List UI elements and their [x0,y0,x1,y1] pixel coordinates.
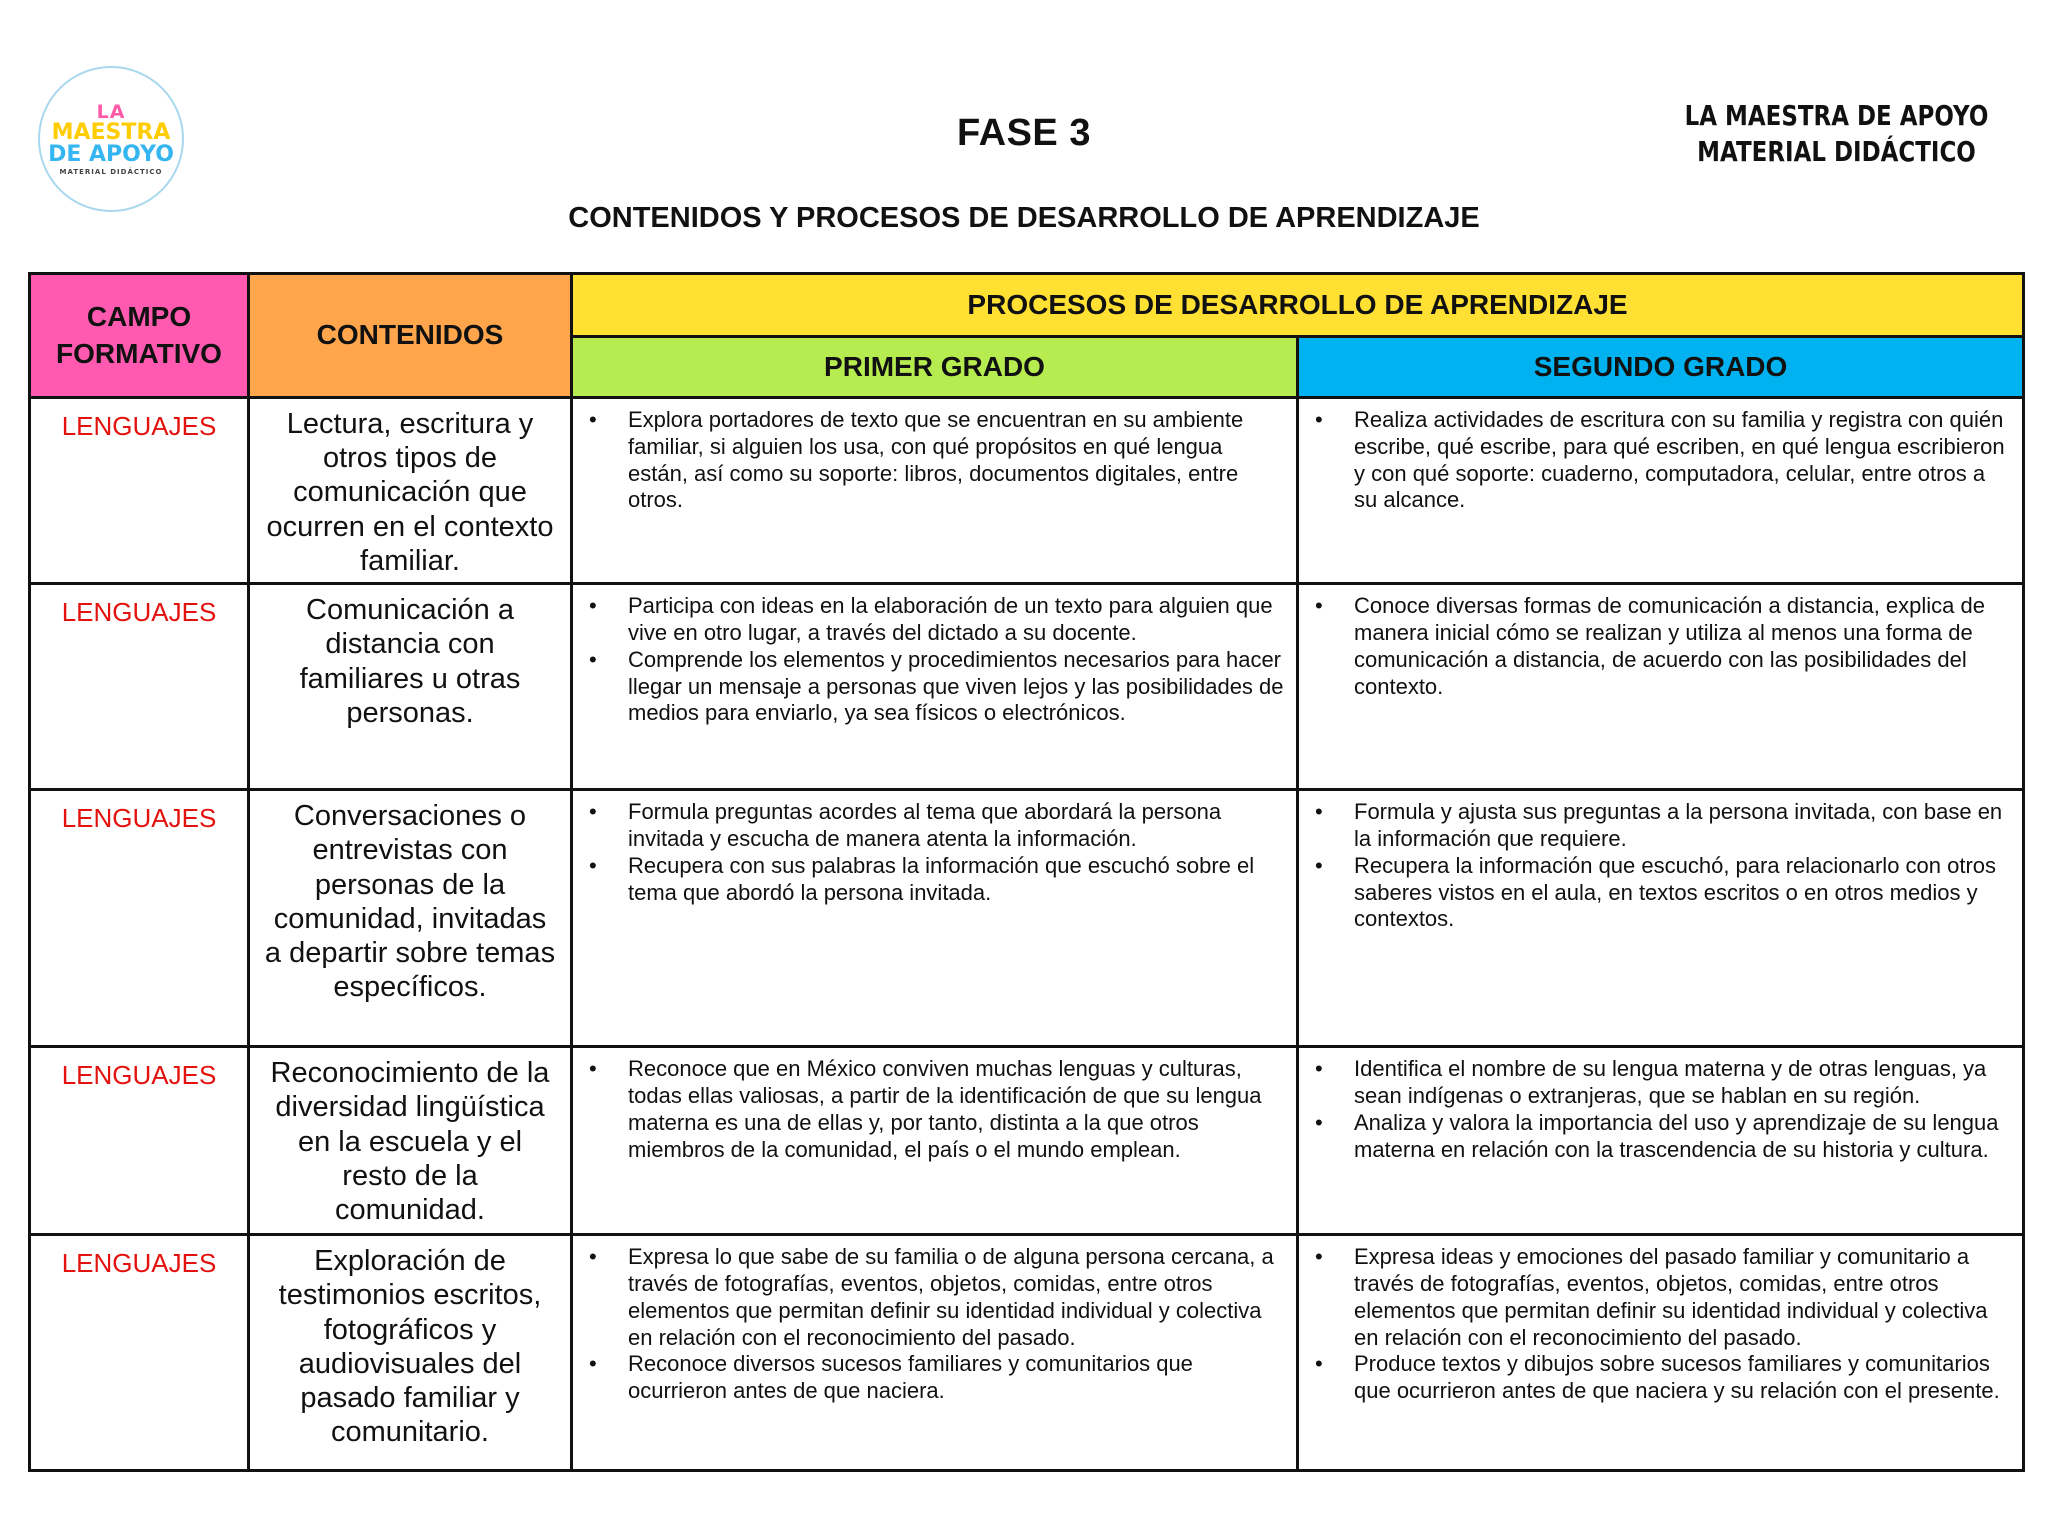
bullet-list [1309,1056,2010,1163]
list-item: • Formula y ajusta sus preguntas a la persona invitada, con base en la información que requiere. [1309,799,2010,853]
bullet-list [1309,799,2010,933]
bullet-list [1309,1244,2010,1405]
bullet-list [583,799,1284,906]
header-campo-line-2: FORMATIVO [56,337,222,369]
brand-line-1: LA MAESTRA DE APOYO [1684,99,1988,132]
list-item: • Expresa ideas y emociones del pasado familiar y comunitario a través de fotografías, eventos, objetos, comidas, entre otros elementos que permitan definir su identidad individual y colectiva en relación con el reconocimiento del pasado. [1309,1244,2010,1351]
bullet-list [1309,407,2010,514]
segundo-grado-cell [1298,790,2024,1047]
header-segundo-grado: SEGUNDO GRADO [1298,337,2024,398]
table-row [30,398,2024,584]
list-item: • Reconoce diversos sucesos familiares y comunitarios que ocurrieron antes de que naciera. [583,1351,1284,1405]
list-item: • Analiza y valora la importancia del uso y aprendizaje de su lengua materna en relación con la trascendencia de su historia y cultura. [1309,1110,2010,1164]
list-item: • Recupera la información que escuchó, para relacionarlo con otros saberes vistos en el aula, en textos escritos o en otros medios y contextos. [1309,853,2010,933]
header-campo-line-1: CAMPO [86,301,192,333]
header-contenidos-label: CONTENIDOS [316,319,504,351]
list-item: • Comprende los elementos y procedimientos necesarios para hacer llegar un mensaje a personas que viven lejos y las posibilidades de medios para enviarlo, ya sea físicos o electrónicos. [583,647,1284,727]
contenido-cell: Reconocimiento de la diversidad lingüística en la escuela y el resto de la comunidad. [249,1047,572,1235]
page-subtitle: CONTENIDOS Y PROCESOS DE DESARROLLO DE APRENDIZAJE [568,202,1480,234]
list-item: • Identifica el nombre de su lengua materna y de otras lenguas, ya sean indígenas o extranjeras, que se hablan en su región. [1309,1056,2010,1110]
segundo-grado-cell [1298,398,2024,584]
table-row [30,1047,2024,1235]
bullet-list [1309,593,2010,700]
campo-formativo-cell: LENGUAJES [30,1235,249,1471]
table-row [30,584,2024,790]
list-item: • Explora portadores de texto que se encuentran en su ambiente familiar, si alguien los usa, con qué propósitos en qué lengua están, así como su soporte: libros, documentos digitales, entre otros. [583,407,1284,514]
list-item: • Participa con ideas en la elaboración de un texto para alguien que vive en otro lugar, a través del dictado a su docente. [583,593,1284,647]
primer-grado-cell [572,1235,1298,1471]
contenido-cell: Conversaciones o entrevistas con personas de la comunidad, invitadas a departir sobre temas específicos. [249,790,572,1047]
header-contenidos [249,274,572,398]
primer-grado-cell [572,790,1298,1047]
segundo-grado-cell [1298,1235,2024,1471]
logo-line-1: LA [96,100,126,123]
table-row [30,1235,2024,1471]
header-procesos: PROCESOS DE DESARROLLO DE APRENDIZAJE [572,274,2024,337]
logo-line-2: MAESTRA [51,119,171,145]
bullet-list [583,407,1284,514]
segundo-grado-cell [1298,584,2024,790]
brand-line-2: MATERIAL DIDÁCTICO [1696,135,1976,169]
campo-formativo-cell: LENGUAJES [30,584,249,790]
list-item: • Produce textos y dibujos sobre sucesos familiares y comunitarios que ocurrieron antes de que naciera y su relación con el presente. [1309,1351,2010,1405]
logo-line-4: MATERIAL DIDÁCTICO [59,167,163,176]
header-campo-formativo [30,274,249,398]
bullet-list [583,1056,1284,1163]
campo-formativo-cell: LENGUAJES [30,790,249,1047]
bullet-list [583,1244,1284,1405]
primer-grado-cell [572,584,1298,790]
brand-text [1684,98,1988,171]
contenido-cell: Lectura, escritura y otros tipos de comunicación que ocurren en el contexto familiar. [249,398,572,584]
table-body [30,398,2024,1471]
list-item: • Recupera con sus palabras la información que escuchó sobre el tema que abordó la persona invitada. [583,853,1284,907]
content-table [28,272,2025,1472]
contenido-cell: Exploración de testimonios escritos, fotográficos y audiovisuales del pasado familiar y comunitario. [249,1235,572,1471]
primer-grado-cell [572,398,1298,584]
logo-line-3: DE APOYO [48,141,174,167]
list-item: • Conoce diversas formas de comunicación a distancia, explica de manera inicial cómo se realizan y utiliza al menos una forma de comunicación a distancia, de acuerdo con las posibilidades del contexto. [1309,593,2010,700]
list-item: • Formula preguntas acordes al tema que abordará la persona invitada y escucha de manera atenta la información. [583,799,1284,853]
table-row [30,790,2024,1047]
bullet-list [583,593,1284,727]
header-primer-grado: PRIMER GRADO [572,337,1298,398]
page-title: FASE 3 [957,112,1091,154]
primer-grado-cell [572,1047,1298,1235]
segundo-grado-cell [1298,1047,2024,1235]
contenido-cell: Comunicación a distancia con familiares u otras personas. [249,584,572,790]
campo-formativo-cell: LENGUAJES [30,1047,249,1235]
campo-formativo-cell: LENGUAJES [30,398,249,584]
list-item: • Reconoce que en México conviven muchas lenguas y culturas, todas ellas valiosas, a partir de la identificación de que su lengua materna es una de ellas y, por tanto, distinta a la que otros miembros de la comunidad, el país o el mundo emplean. [583,1056,1284,1163]
list-item: • Realiza actividades de escritura con su familia y registra con quién escribe, qué escribe, para qué escriben, en qué lengua escribieron y con qué soporte: cuaderno, computadora, celular, entre otros a su alcance. [1309,407,2010,514]
list-item: • Expresa lo que sabe de su familia o de alguna persona cercana, a través de fotografías, eventos, objetos, comidas, entre otros elementos que permitan definir su identidad individual y colectiva en relación con el reconocimiento del pasado. [583,1244,1284,1351]
